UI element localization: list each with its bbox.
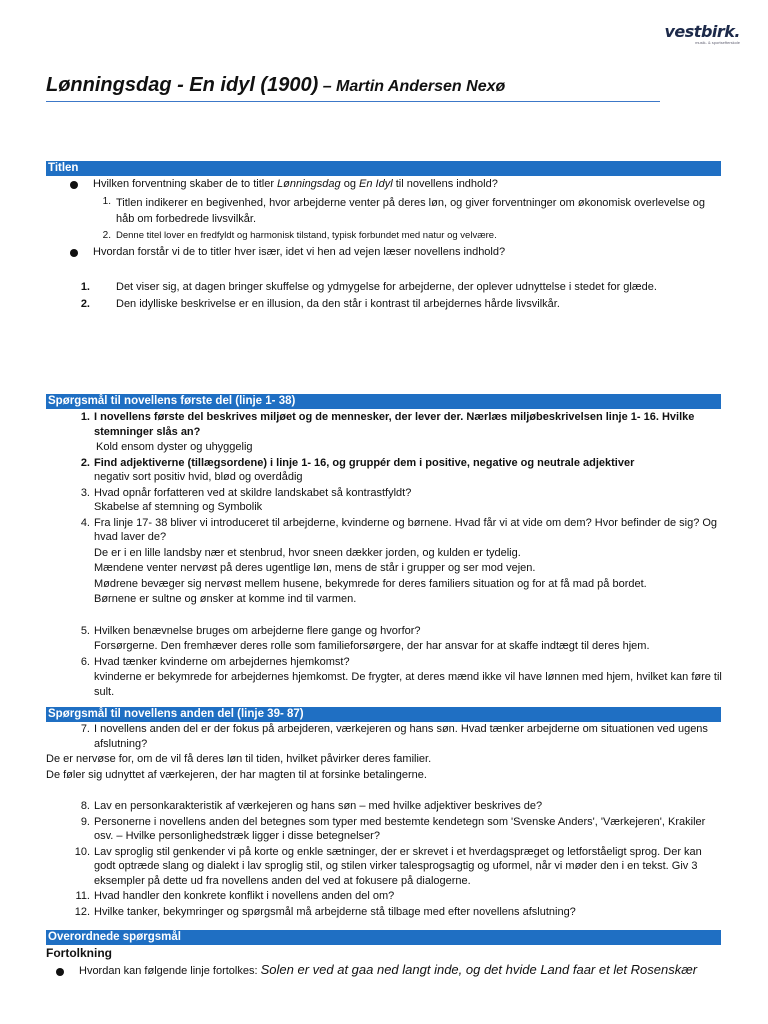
section-heading-titlen: Titlen: [46, 161, 721, 176]
question-text: Fra linje 17- 38 bliver vi introduceret til arbejderne, kvinderne og børnene. Hvad får vi at vide om dem? Hvor befinder de sig? Og hvad laver de?: [94, 516, 718, 543]
list-item: [46, 297, 726, 312]
list-number: 3.: [80, 486, 90, 499]
list-item: [46, 516, 726, 545]
list-number: 6.: [80, 655, 90, 668]
question-text: Personerne i novellens anden del betegnes som typer med bestemte kendetegn som 'Svenske Anders', 'Værkejeren', Krakiler osv. – Hvilke personlighedstræk ligger i disse betegnelser?: [94, 815, 706, 842]
answer-text: negativ sort positiv hvid, blød og overdådig: [94, 471, 303, 483]
list-item: [46, 410, 726, 439]
list-number: 11.: [75, 890, 90, 902]
bullet-icon: [70, 249, 78, 257]
list-number: 10.: [74, 845, 90, 858]
list-item: [46, 889, 726, 904]
subheading: Fortolkning: [46, 946, 112, 960]
question-text: I novellens anden del er der fokus på arbejderen, værkejeren og hans søn. Hvad tænker arbejderne om situationen ved ugens afslutning?: [94, 723, 708, 750]
answer-text: De føler sig udnyttet af værkejeren, der har magten til at forsinke betalingerne.: [46, 768, 427, 781]
section-part1: [46, 410, 726, 699]
list-item: [46, 799, 726, 814]
list-item: [46, 280, 726, 295]
section-heading-part1: Spørgsmål til novellens første del (linje 1- 38): [46, 394, 721, 409]
author: – Martin Andersen Nexø: [322, 78, 506, 95]
list-number: 1.: [80, 411, 90, 423]
question-text: Hvordan forstår vi de to titler hver især, idet vi hen ad vejen læser novellens indhold?: [93, 246, 506, 258]
answer-text: Mændene venter nervøst på deres ugentlige løn, mens de står i grupper og ser mod vejen.: [94, 562, 536, 574]
list-number: 2.: [80, 298, 90, 310]
page-title: Lønningsdag - En idyl (1900): [46, 74, 319, 96]
list-item: [46, 456, 726, 471]
answer-text: De er nervøse for, om de vil få deres løn til tiden, hvilket påvirker deres familier.: [46, 753, 432, 765]
answer-text: Denne titel lover en fredfyldt og harmonisk tilstand, typisk forbundet med natur og velvære.: [116, 229, 497, 241]
list-item: [46, 905, 726, 920]
logo-brand: vestbirk.: [664, 22, 740, 41]
section-titlen: [46, 177, 726, 312]
answer-text: Skabelse af stemning og Symbolik: [94, 501, 263, 513]
answer-text: Børnene er sultne og ønsker at komme ind til varmen.: [94, 593, 357, 605]
list-item: [46, 655, 726, 670]
list-item: [46, 177, 726, 192]
list-number: 1.: [80, 280, 90, 293]
list-item: [46, 195, 726, 227]
question-text: til novellens indhold?: [392, 178, 498, 190]
list-number: 7.: [80, 723, 90, 735]
list-number: 12.: [74, 905, 90, 918]
list-item: [46, 722, 726, 751]
list-number: 9.: [80, 815, 90, 828]
question-text: Hvilke tanker, bekymringer og spørgsmål må arbejderne stå tilbage med efter novellens afslutning?: [94, 905, 576, 918]
section-part2: [46, 722, 726, 919]
list-number: 5.: [80, 624, 90, 637]
question-text: Hvad opnår forfatteren ved at skildre landskabet så kontrastfyldt?: [94, 486, 412, 499]
answer-text: Mødrene bevæger sig nervøst mellem husene, bekymrede for deres familiers situation og for at få mad på bordet.: [94, 577, 647, 590]
question-text: Lav en personkarakteristik af værkejeren og hans søn – med hvilke adjektiver beskrives de?: [94, 800, 543, 812]
title-ref: En Idyl: [359, 178, 393, 190]
answer-text: Kold ensom dyster og uhyggelig: [96, 441, 253, 453]
section-heading-part2: Spørgsmål til novellens anden del (linje 39- 87): [46, 707, 721, 722]
question-text: Hvad handler den konkrete konflikt i novellens anden del om?: [94, 890, 395, 902]
question-text: Find adjektiverne (tillægsordene) i linje 1- 16, og gruppér dem i positive, negative og neutrale adjektiver: [94, 456, 635, 469]
question-text: Hvad tænker kvinderne om arbejdernes hjemkomst?: [94, 655, 350, 668]
question-text: Lav sproglig stil genkender vi på korte og enkle sætninger, der er skrevet i et hverdagspræget og letforståeligt sprog. Der kan godt optræde slang og dialekt i lav sproglig stil, og stilen virker talesprogsagtig og uformel, når vi møder den i en tekst. Giv 3 eksempler på dette ud fra novellens anden del ved at fokusere på dialogerne.: [94, 845, 702, 887]
answer-text: kvinderne er bekymrede for arbejdernes hjemkomst. De frygter, at deres mænd ikke vil have lønnen med hjem, hvilket kan føre til sult.: [94, 671, 722, 698]
answer-text: Forsørgerne. Den fremhæver deres rolle som familieforsørgere, der har ansvar for at skaffe indtægt til deres hjem.: [94, 640, 650, 652]
answer-text: Den idylliske beskrivelse er en illusion, da den står i kontrast til arbejdernes hårde livsvilkår.: [116, 298, 560, 310]
list-number: 8.: [80, 800, 90, 812]
question-text: Hvordan kan følgende linje fortolkes:: [79, 964, 261, 977]
title-ref: Lønningsdag: [277, 178, 341, 190]
list-item: [46, 486, 726, 501]
question-text: og: [340, 178, 360, 190]
list-item: [46, 815, 726, 844]
section-heading-overall: Overordnede spørgsmål: [46, 930, 721, 945]
answer-text: De er i en lille landsby nær et stenbrud, hvor sneen dækker jorden, og kulden er tydelig.: [94, 546, 521, 559]
document-title: [46, 74, 660, 102]
list-item: [46, 963, 726, 979]
list-item: [46, 245, 726, 260]
list-number: 2.: [80, 456, 90, 469]
question-text: Hvilken benævnelse bruges om arbejderne flere gange og hvorfor?: [94, 624, 421, 637]
bullet-icon: [56, 968, 64, 976]
list-number: 4.: [80, 516, 90, 529]
list-number: 2.: [102, 229, 111, 241]
list-item: [46, 624, 726, 639]
logo: [665, 22, 741, 45]
list-item: [46, 845, 726, 889]
quote-text: Solen er ved at gaa ned langt inde, og det hvide Land faar et let Rosenskær: [260, 961, 698, 977]
list-number: 1.: [102, 195, 111, 207]
logo-tagline: musik- & sportsefterskole: [695, 40, 740, 45]
question-text: I novellens første del beskrives miljøet og de mennesker, der lever der. Nærlæs miljøbeskrivelsen linje 1- 16. Hvilke stemninger slås an?: [94, 411, 695, 438]
section-overall: [46, 946, 726, 978]
question-text: Hvilken forventning skaber de to titler: [93, 178, 278, 190]
list-item: [46, 229, 726, 244]
bullet-icon: [70, 181, 78, 189]
answer-text: Det viser sig, at dagen bringer skuffelse og ydmygelse for arbejderne, der oplever udnyttelse i stedet for glæde.: [116, 280, 657, 293]
answer-text: Titlen indikerer en begivenhed, hvor arbejderne venter på deres løn, og giver forventninger om økonomisk overlevelse og håb om forbedrede livsvilkår.: [116, 196, 706, 225]
